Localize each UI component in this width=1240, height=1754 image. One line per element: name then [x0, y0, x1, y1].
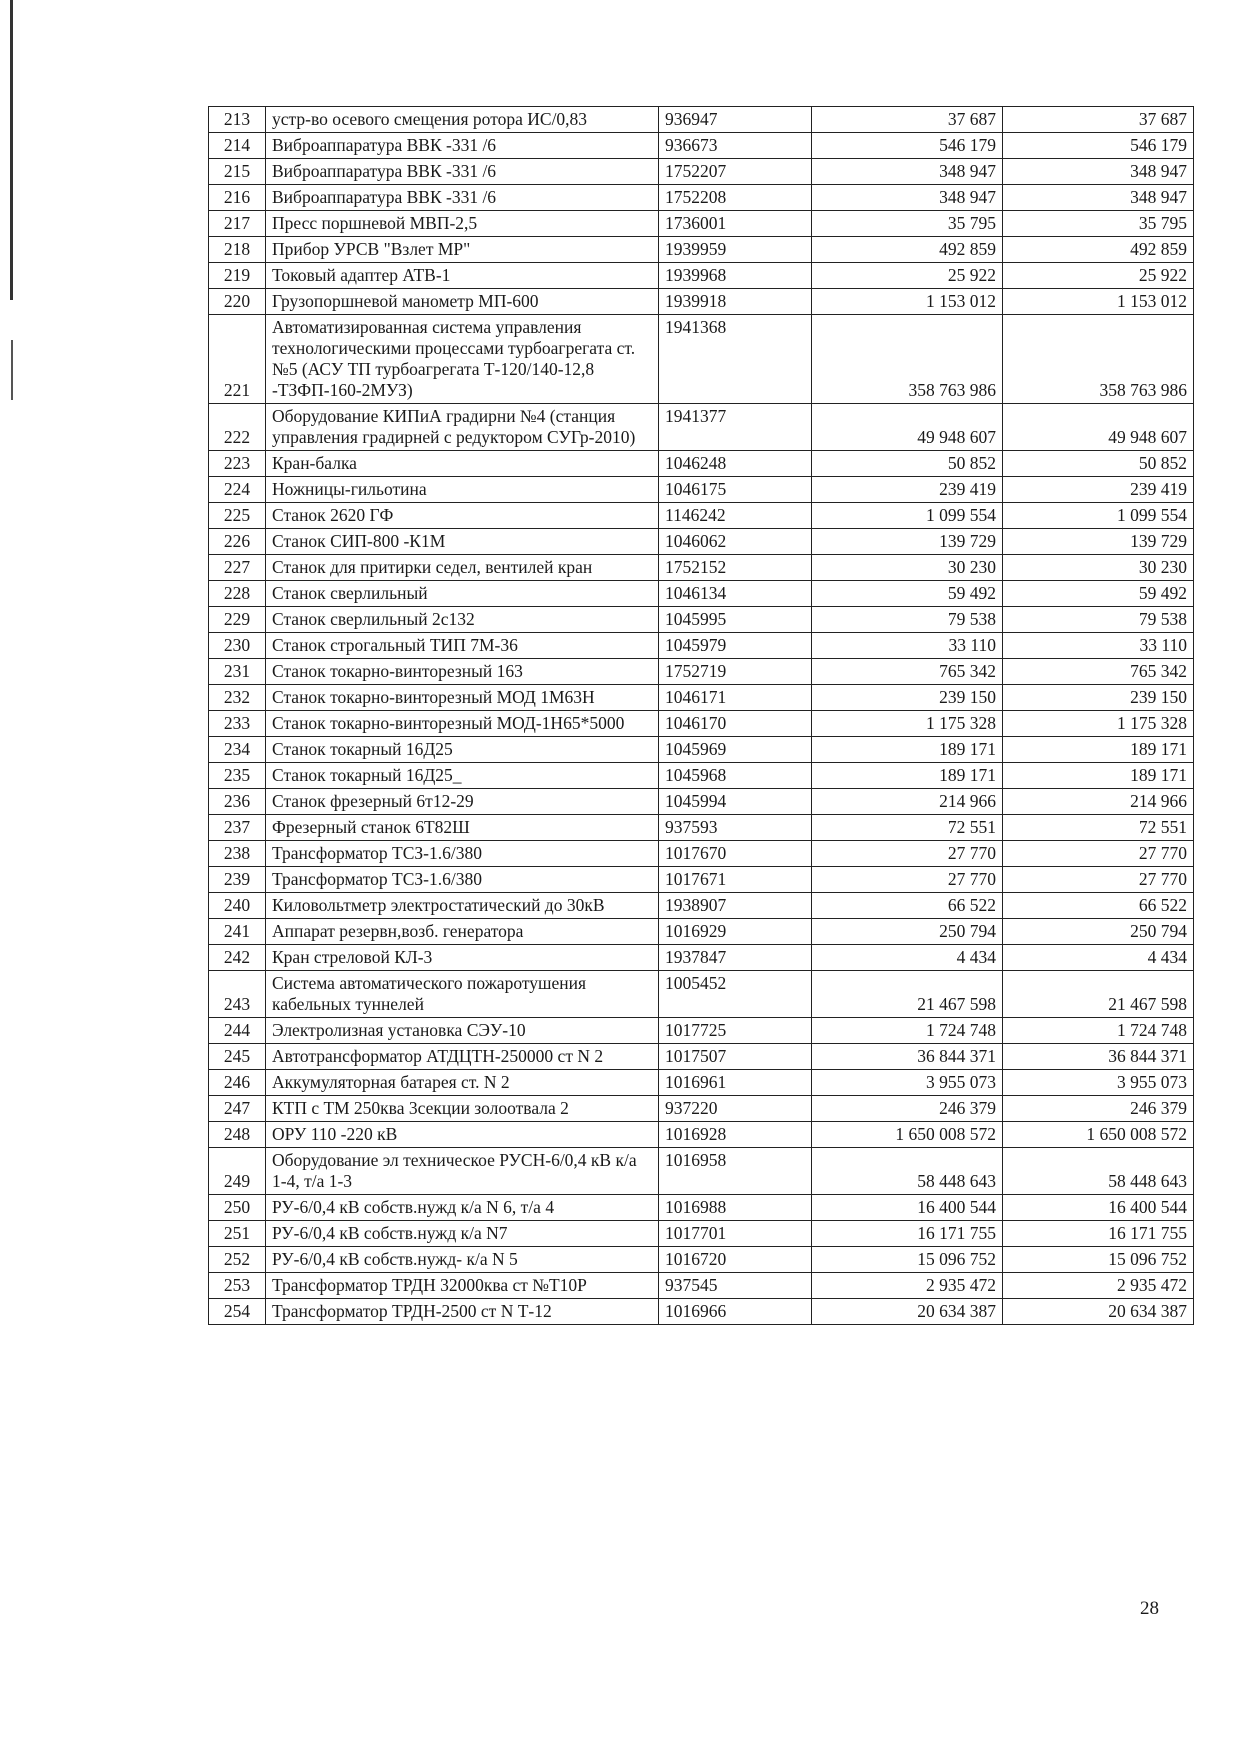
table-row	[209, 1221, 1194, 1247]
equipment-name: Станок сверлильный	[266, 581, 659, 607]
equipment-name: Виброаппаратура ВВК -331 /6	[266, 133, 659, 159]
inventory-number: 1752207	[659, 159, 812, 185]
value-column-2: 30 230	[1003, 555, 1194, 581]
row-number: 214	[209, 133, 266, 159]
value-column-2: 37 687	[1003, 107, 1194, 133]
value-column-1: 239 150	[812, 685, 1003, 711]
value-column-2: 239 150	[1003, 685, 1194, 711]
equipment-name: устр-во осевого смещения ротора ИС/0,83	[266, 107, 659, 133]
row-number: 239	[209, 867, 266, 893]
row-number: 231	[209, 659, 266, 685]
row-number: 216	[209, 185, 266, 211]
row-number: 234	[209, 737, 266, 763]
table-row	[209, 315, 1194, 404]
row-number: 225	[209, 503, 266, 529]
equipment-name: Оборудование КИПиА градирни №4 (станция управления градирней с редуктором СУГр-2010)	[266, 404, 659, 451]
inventory-number: 1045968	[659, 763, 812, 789]
inventory-number: 1045969	[659, 737, 812, 763]
table-row	[209, 919, 1194, 945]
value-column-2: 25 922	[1003, 263, 1194, 289]
value-column-1: 79 538	[812, 607, 1003, 633]
inventory-number: 1938907	[659, 893, 812, 919]
equipment-name: ОРУ 110 -220 кВ	[266, 1122, 659, 1148]
inventory-number: 937545	[659, 1273, 812, 1299]
equipment-name: РУ-6/0,4 кВ собств.нужд- к/а N 5	[266, 1247, 659, 1273]
row-number: 224	[209, 477, 266, 503]
inventory-number: 1046171	[659, 685, 812, 711]
equipment-name: Станок токарно-винторезный 163	[266, 659, 659, 685]
value-column-1: 1 724 748	[812, 1018, 1003, 1044]
table-row	[209, 633, 1194, 659]
row-number: 237	[209, 815, 266, 841]
value-column-2: 72 551	[1003, 815, 1194, 841]
value-column-1: 189 171	[812, 737, 1003, 763]
value-column-2: 16 400 544	[1003, 1195, 1194, 1221]
equipment-name: Кран-балка	[266, 451, 659, 477]
table-row	[209, 659, 1194, 685]
value-column-2: 246 379	[1003, 1096, 1194, 1122]
table-row	[209, 1044, 1194, 1070]
row-number: 228	[209, 581, 266, 607]
value-column-1: 37 687	[812, 107, 1003, 133]
row-number: 243	[209, 971, 266, 1018]
inventory-number: 937593	[659, 815, 812, 841]
inventory-number: 1005452	[659, 971, 812, 1018]
value-column-1: 58 448 643	[812, 1148, 1003, 1195]
table-row	[209, 555, 1194, 581]
table-row	[209, 263, 1194, 289]
inventory-number: 1045979	[659, 633, 812, 659]
equipment-name: Станок токарно-винторезный МОД 1М63Н	[266, 685, 659, 711]
value-column-1: 139 729	[812, 529, 1003, 555]
equipment-name: Грузопоршневой манометр МП-600	[266, 289, 659, 315]
row-number: 253	[209, 1273, 266, 1299]
inventory-number: 1016988	[659, 1195, 812, 1221]
inventory-number: 1752719	[659, 659, 812, 685]
table-row	[209, 404, 1194, 451]
table-row	[209, 1148, 1194, 1195]
row-number: 248	[209, 1122, 266, 1148]
inventory-number: 1046248	[659, 451, 812, 477]
value-column-1: 1 650 008 572	[812, 1122, 1003, 1148]
value-column-1: 25 922	[812, 263, 1003, 289]
row-number: 246	[209, 1070, 266, 1096]
equipment-name: Токовый адаптер АТВ-1	[266, 263, 659, 289]
row-number: 252	[209, 1247, 266, 1273]
value-column-2: 20 634 387	[1003, 1299, 1194, 1325]
table-row	[209, 1096, 1194, 1122]
equipment-name: Виброаппаратура ВВК -331 /6	[266, 159, 659, 185]
value-column-1: 246 379	[812, 1096, 1003, 1122]
equipment-name: Фрезерный станок 6Т82Ш	[266, 815, 659, 841]
table-row	[209, 867, 1194, 893]
inventory-number: 1046175	[659, 477, 812, 503]
inventory-number: 1017701	[659, 1221, 812, 1247]
table-row	[209, 841, 1194, 867]
value-column-2: 21 467 598	[1003, 971, 1194, 1018]
value-column-1: 765 342	[812, 659, 1003, 685]
table-row	[209, 763, 1194, 789]
value-column-1: 546 179	[812, 133, 1003, 159]
table-row	[209, 107, 1194, 133]
row-number: 247	[209, 1096, 266, 1122]
value-column-1: 16 400 544	[812, 1195, 1003, 1221]
value-column-2: 16 171 755	[1003, 1221, 1194, 1247]
value-column-1: 21 467 598	[812, 971, 1003, 1018]
value-column-1: 214 966	[812, 789, 1003, 815]
inventory-number: 1016961	[659, 1070, 812, 1096]
value-column-2: 492 859	[1003, 237, 1194, 263]
row-number: 232	[209, 685, 266, 711]
inventory-number: 1017670	[659, 841, 812, 867]
value-column-2: 546 179	[1003, 133, 1194, 159]
value-column-2: 348 947	[1003, 159, 1194, 185]
inventory-number: 1939918	[659, 289, 812, 315]
equipment-name: Станок 2620 ГФ	[266, 503, 659, 529]
table-row	[209, 1273, 1194, 1299]
value-column-2: 1 099 554	[1003, 503, 1194, 529]
equipment-name: Трансформатор ТРДН 32000ква ст №Т10Р	[266, 1273, 659, 1299]
value-column-1: 35 795	[812, 211, 1003, 237]
value-column-1: 348 947	[812, 159, 1003, 185]
inventory-number: 1941368	[659, 315, 812, 404]
table-row	[209, 237, 1194, 263]
row-number: 235	[209, 763, 266, 789]
scan-edge-line	[11, 340, 13, 400]
row-number: 217	[209, 211, 266, 237]
value-column-2: 3 955 073	[1003, 1070, 1194, 1096]
table-row	[209, 133, 1194, 159]
equipment-name: Аппарат резервн,возб. генератора	[266, 919, 659, 945]
inventory-number: 1046170	[659, 711, 812, 737]
table-row	[209, 477, 1194, 503]
row-number: 218	[209, 237, 266, 263]
equipment-name: Станок токарно-винторезный МОД-1Н65*5000	[266, 711, 659, 737]
value-column-2: 250 794	[1003, 919, 1194, 945]
equipment-name: Аккумуляторная батарея ст. N 2	[266, 1070, 659, 1096]
table-row	[209, 945, 1194, 971]
value-column-1: 27 770	[812, 841, 1003, 867]
value-column-1: 49 948 607	[812, 404, 1003, 451]
equipment-name: Виброаппаратура ВВК -331 /6	[266, 185, 659, 211]
value-column-1: 492 859	[812, 237, 1003, 263]
row-number: 238	[209, 841, 266, 867]
value-column-1: 30 230	[812, 555, 1003, 581]
value-column-2: 189 171	[1003, 737, 1194, 763]
row-number: 223	[209, 451, 266, 477]
row-number: 241	[209, 919, 266, 945]
row-number: 242	[209, 945, 266, 971]
value-column-2: 348 947	[1003, 185, 1194, 211]
value-column-1: 33 110	[812, 633, 1003, 659]
table-row	[209, 971, 1194, 1018]
value-column-2: 1 153 012	[1003, 289, 1194, 315]
table-row	[209, 1122, 1194, 1148]
row-number: 245	[209, 1044, 266, 1070]
equipment-name: Станок СИП-800 -К1М	[266, 529, 659, 555]
inventory-number: 1016958	[659, 1148, 812, 1195]
value-column-2: 79 538	[1003, 607, 1194, 633]
value-column-1: 1 099 554	[812, 503, 1003, 529]
value-column-1: 59 492	[812, 581, 1003, 607]
table-row	[209, 685, 1194, 711]
equipment-name: Оборудование эл техническое РУСН-6/0,4 кВ к/а 1-4, т/а 1-3	[266, 1148, 659, 1195]
value-column-1: 189 171	[812, 763, 1003, 789]
equipment-name: Станок строгальный ТИП 7М-36	[266, 633, 659, 659]
table-row	[209, 815, 1194, 841]
value-column-2: 4 434	[1003, 945, 1194, 971]
row-number: 233	[209, 711, 266, 737]
equipment-name: Киловольтметр электростатический до 30кВ	[266, 893, 659, 919]
inventory-number: 1045994	[659, 789, 812, 815]
inventory-number: 1045995	[659, 607, 812, 633]
inventory-number: 1046134	[659, 581, 812, 607]
row-number: 250	[209, 1195, 266, 1221]
value-column-2: 139 729	[1003, 529, 1194, 555]
equipment-name: Станок токарный 16Д25	[266, 737, 659, 763]
value-column-2: 59 492	[1003, 581, 1194, 607]
table-row	[209, 607, 1194, 633]
inventory-number: 1016928	[659, 1122, 812, 1148]
value-column-2: 358 763 986	[1003, 315, 1194, 404]
row-number: 219	[209, 263, 266, 289]
equipment-name: РУ-6/0,4 кВ собств.нужд к/а N 6, т/а 4	[266, 1195, 659, 1221]
row-number: 249	[209, 1148, 266, 1195]
value-column-2: 214 966	[1003, 789, 1194, 815]
value-column-1: 20 634 387	[812, 1299, 1003, 1325]
inventory-number: 1016929	[659, 919, 812, 945]
value-column-2: 36 844 371	[1003, 1044, 1194, 1070]
inventory-number: 1941377	[659, 404, 812, 451]
table-row	[209, 1195, 1194, 1221]
inventory-number: 1017671	[659, 867, 812, 893]
equipment-name: Трансформатор ТСЗ-1.6/380	[266, 867, 659, 893]
inventory-number: 1017507	[659, 1044, 812, 1070]
table-row	[209, 711, 1194, 737]
page-number: 28	[1140, 1598, 1159, 1619]
value-column-1: 50 852	[812, 451, 1003, 477]
inventory-number: 1017725	[659, 1018, 812, 1044]
equipment-name: Система автоматического пожаротушения кабельных туннелей	[266, 971, 659, 1018]
table-row	[209, 1018, 1194, 1044]
table-row	[209, 893, 1194, 919]
inventory-number: 1016720	[659, 1247, 812, 1273]
equipment-name: Трансформатор ТСЗ-1.6/380	[266, 841, 659, 867]
equipment-name: Трансформатор ТРДН-2500 ст N Т-12	[266, 1299, 659, 1325]
inventory-number: 1146242	[659, 503, 812, 529]
table-row	[209, 1070, 1194, 1096]
scan-edge-line	[10, 0, 13, 300]
equipment-name: Кран стреловой КЛ-3	[266, 945, 659, 971]
value-column-1: 348 947	[812, 185, 1003, 211]
value-column-1: 250 794	[812, 919, 1003, 945]
row-number: 244	[209, 1018, 266, 1044]
value-column-1: 36 844 371	[812, 1044, 1003, 1070]
value-column-1: 15 096 752	[812, 1247, 1003, 1273]
inventory-number: 1752152	[659, 555, 812, 581]
equipment-name: Станок сверлильный 2с132	[266, 607, 659, 633]
value-column-1: 66 522	[812, 893, 1003, 919]
value-column-2: 27 770	[1003, 867, 1194, 893]
inventory-number: 1939968	[659, 263, 812, 289]
value-column-1: 72 551	[812, 815, 1003, 841]
table-row	[209, 737, 1194, 763]
row-number: 213	[209, 107, 266, 133]
value-column-2: 58 448 643	[1003, 1148, 1194, 1195]
value-column-1: 2 935 472	[812, 1273, 1003, 1299]
value-column-2: 33 110	[1003, 633, 1194, 659]
row-number: 240	[209, 893, 266, 919]
value-column-1: 16 171 755	[812, 1221, 1003, 1247]
equipment-name: Прибор УРСВ "Взлет МР"	[266, 237, 659, 263]
value-column-2: 1 724 748	[1003, 1018, 1194, 1044]
equipment-name: Электролизная установка СЭУ-10	[266, 1018, 659, 1044]
equipment-name: Автоматизированная система управления технологическими процессами турбоагрегата ст.№5 (АСУ ТП турбоагрегата Т-120/140-12,8 -ТЗФП-160-2МУЗ)	[266, 315, 659, 404]
row-number: 230	[209, 633, 266, 659]
inventory-number: 936947	[659, 107, 812, 133]
equipment-name: Станок токарный 16Д25_	[266, 763, 659, 789]
table-row	[209, 289, 1194, 315]
row-number: 251	[209, 1221, 266, 1247]
table-row	[209, 529, 1194, 555]
table-row	[209, 1299, 1194, 1325]
row-number: 236	[209, 789, 266, 815]
equipment-name: КТП с ТМ 250ква 3секции золоотвала 2	[266, 1096, 659, 1122]
inventory-number: 936673	[659, 133, 812, 159]
equipment-name: Станок фрезерный 6т12-29	[266, 789, 659, 815]
value-column-2: 1 650 008 572	[1003, 1122, 1194, 1148]
table-row	[209, 1247, 1194, 1273]
row-number: 222	[209, 404, 266, 451]
row-number: 226	[209, 529, 266, 555]
equipment-name: Пресс поршневой МВП-2,5	[266, 211, 659, 237]
row-number: 227	[209, 555, 266, 581]
value-column-1: 4 434	[812, 945, 1003, 971]
row-number: 221	[209, 315, 266, 404]
value-column-2: 2 935 472	[1003, 1273, 1194, 1299]
value-column-2: 239 419	[1003, 477, 1194, 503]
table-row	[209, 581, 1194, 607]
value-column-2: 15 096 752	[1003, 1247, 1194, 1273]
table-row	[209, 211, 1194, 237]
value-column-2: 27 770	[1003, 841, 1194, 867]
row-number: 254	[209, 1299, 266, 1325]
value-column-2: 765 342	[1003, 659, 1194, 685]
value-column-1: 358 763 986	[812, 315, 1003, 404]
value-column-2: 1 175 328	[1003, 711, 1194, 737]
inventory-number: 937220	[659, 1096, 812, 1122]
inventory-number: 1016966	[659, 1299, 812, 1325]
inventory-number: 1939959	[659, 237, 812, 263]
value-column-1: 27 770	[812, 867, 1003, 893]
equipment-name: РУ-6/0,4 кВ собств.нужд к/а N7	[266, 1221, 659, 1247]
table-row	[209, 159, 1194, 185]
equipment-name: Автотрансформатор АТДЦТН-250000 ст N 2	[266, 1044, 659, 1070]
table-row	[209, 185, 1194, 211]
equipment-name: Станок для притирки седел, вентилей кран	[266, 555, 659, 581]
row-number: 215	[209, 159, 266, 185]
table-row	[209, 789, 1194, 815]
inventory-number: 1046062	[659, 529, 812, 555]
value-column-1: 1 175 328	[812, 711, 1003, 737]
inventory-table	[208, 106, 1194, 1325]
row-number: 220	[209, 289, 266, 315]
row-number: 229	[209, 607, 266, 633]
value-column-2: 35 795	[1003, 211, 1194, 237]
inventory-number: 1752208	[659, 185, 812, 211]
value-column-1: 3 955 073	[812, 1070, 1003, 1096]
value-column-2: 50 852	[1003, 451, 1194, 477]
value-column-1: 1 153 012	[812, 289, 1003, 315]
value-column-2: 189 171	[1003, 763, 1194, 789]
inventory-number: 1736001	[659, 211, 812, 237]
value-column-2: 49 948 607	[1003, 404, 1194, 451]
table-row	[209, 451, 1194, 477]
value-column-2: 66 522	[1003, 893, 1194, 919]
equipment-name: Ножницы-гильотина	[266, 477, 659, 503]
table-row	[209, 503, 1194, 529]
inventory-number: 1937847	[659, 945, 812, 971]
value-column-1: 239 419	[812, 477, 1003, 503]
